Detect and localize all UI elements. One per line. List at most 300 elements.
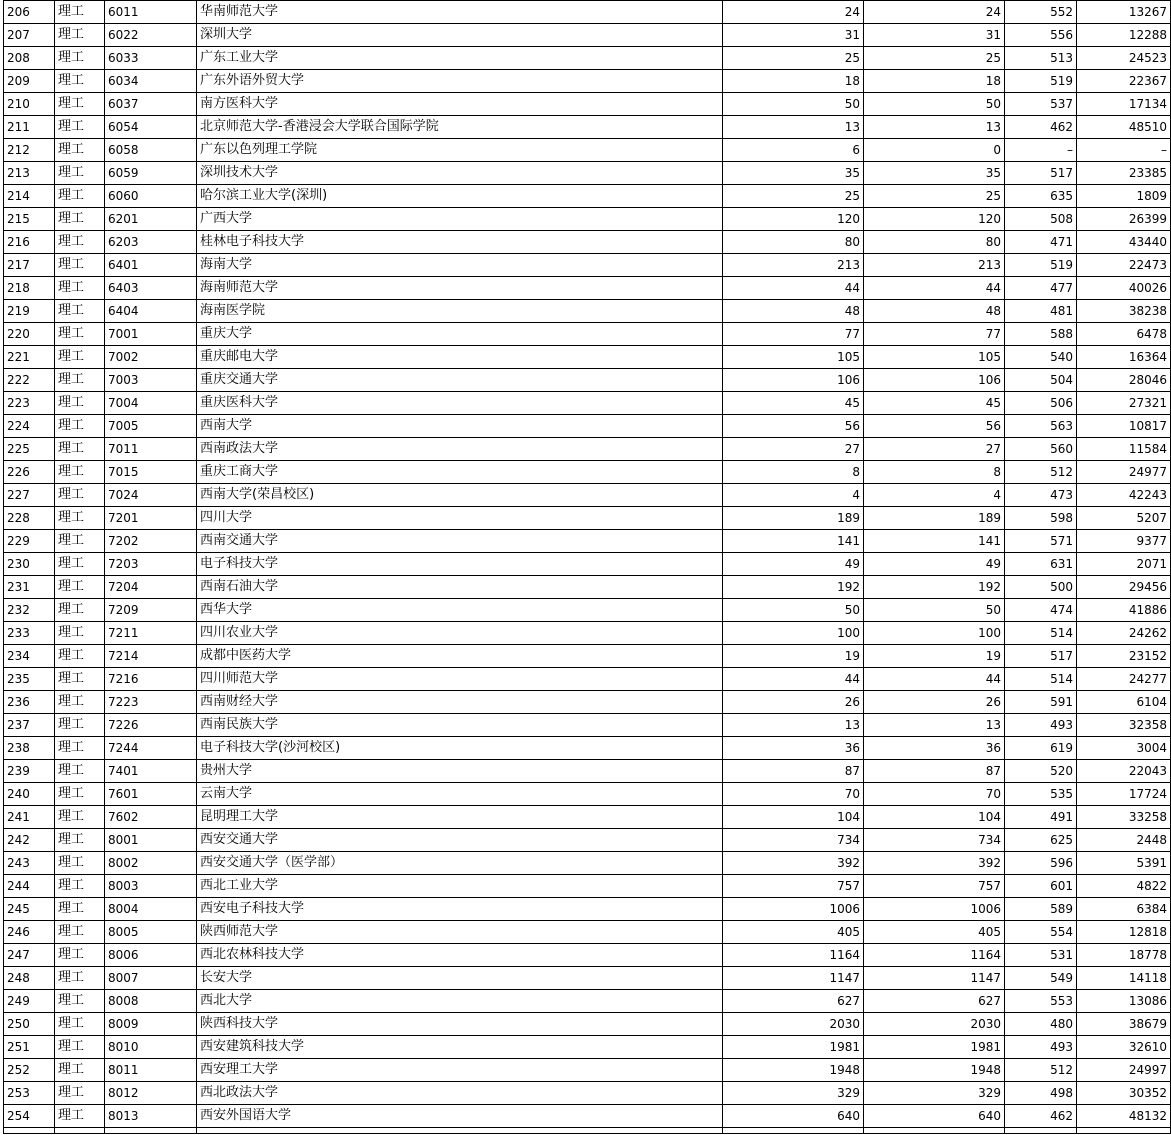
admitted-count-cell: 1981 [864,1036,1005,1059]
admitted-count-cell: 50 [864,599,1005,622]
row-number-cell: 225 [4,438,55,461]
school-code-cell: 7015 [105,461,197,484]
admitted-count-cell: 392 [864,852,1005,875]
school-code-cell: 7004 [105,392,197,415]
admitted-count-cell: 49 [864,553,1005,576]
min-rank-cell: 43440 [1077,231,1171,254]
min-score-cell: 481 [1005,300,1077,323]
category-cell: 理工 [55,300,105,323]
school-code-cell: 7201 [105,507,197,530]
min-score-cell: 589 [1005,898,1077,921]
school-name-cell: 哈尔滨工业大学(深圳) [197,185,723,208]
admitted-count-cell: 56 [864,415,1005,438]
plan-count-cell: 2030 [723,1013,864,1036]
min-score-cell: 563 [1005,415,1077,438]
school-name-cell: 西安理工大学 [197,1059,723,1082]
min-rank-cell: 13086 [1077,990,1171,1013]
category-cell: 理工 [55,415,105,438]
school-name-cell: 海南医学院 [197,300,723,323]
table-row [4,645,1171,668]
school-code-cell: 8002 [105,852,197,875]
school-name-cell: 广东以色列理工学院 [197,139,723,162]
min-rank-cell: 32610 [1077,1036,1171,1059]
school-name-cell: 西南政法大学 [197,438,723,461]
school-name-cell: 昆明理工大学 [197,806,723,829]
school-code-cell: 7601 [105,783,197,806]
row-number-cell: 206 [4,1,55,24]
table-row [4,323,1171,346]
admitted-count-cell: 2030 [864,1013,1005,1036]
min-rank-cell: 24523 [1077,47,1171,70]
plan-count-cell: 18 [723,70,864,93]
admitted-count-cell: 45 [864,392,1005,415]
row-number-cell: 214 [4,185,55,208]
table-row [4,737,1171,760]
min-score-cell: 554 [1005,921,1077,944]
category-cell: 理工 [55,139,105,162]
min-score-cell: 635 [1005,185,1077,208]
school-code-cell: 7226 [105,714,197,737]
school-name-cell: 西安外国语大学 [197,1105,723,1128]
min-rank-cell: 6384 [1077,898,1171,921]
min-rank-cell: 9377 [1077,530,1171,553]
min-score-cell: 477 [1005,277,1077,300]
min-score-cell: 598 [1005,507,1077,530]
admitted-count-cell: 77 [864,323,1005,346]
empty-cell [723,1128,864,1134]
school-code-cell: 7005 [105,415,197,438]
empty-cell [1005,1128,1077,1134]
row-number-cell: 241 [4,806,55,829]
min-score-cell: 549 [1005,967,1077,990]
min-score-cell: 462 [1005,1105,1077,1128]
plan-count-cell: 640 [723,1105,864,1128]
table-row [4,277,1171,300]
row-number-cell: 252 [4,1059,55,1082]
row-number-cell: 235 [4,668,55,691]
min-score-cell: 514 [1005,668,1077,691]
school-code-cell: 6060 [105,185,197,208]
school-name-cell: 广东外语外贸大学 [197,70,723,93]
min-rank-cell: 38238 [1077,300,1171,323]
table-row [4,369,1171,392]
row-number-cell: 217 [4,254,55,277]
admitted-count-cell: 8 [864,461,1005,484]
school-code-cell: 6034 [105,70,197,93]
school-code-cell: 8001 [105,829,197,852]
min-score-cell: 588 [1005,323,1077,346]
plan-count-cell: 36 [723,737,864,760]
school-name-cell: 深圳大学 [197,24,723,47]
table-row [4,622,1171,645]
school-name-cell: 重庆大学 [197,323,723,346]
table-row [4,1013,1171,1036]
school-code-cell: 7001 [105,323,197,346]
school-code-cell: 8004 [105,898,197,921]
admitted-count-cell: 44 [864,668,1005,691]
plan-count-cell: 50 [723,93,864,116]
plan-count-cell: 100 [723,622,864,645]
plan-count-cell: 734 [723,829,864,852]
school-code-cell: 8008 [105,990,197,1013]
plan-count-cell: 56 [723,415,864,438]
min-rank-cell: 26399 [1077,208,1171,231]
school-code-cell: 6401 [105,254,197,277]
row-number-cell: 216 [4,231,55,254]
school-name-cell: 西南大学(荣昌校区) [197,484,723,507]
category-cell: 理工 [55,70,105,93]
plan-count-cell: 44 [723,668,864,691]
category-cell: 理工 [55,277,105,300]
plan-count-cell: 8 [723,461,864,484]
admitted-count-cell: 36 [864,737,1005,760]
admitted-count-cell: 100 [864,622,1005,645]
plan-count-cell: 405 [723,921,864,944]
school-name-cell: 四川大学 [197,507,723,530]
category-cell: 理工 [55,553,105,576]
min-score-cell: 535 [1005,783,1077,806]
table-row [4,1059,1171,1082]
school-code-cell: 6033 [105,47,197,70]
table-row [4,967,1171,990]
row-number-cell: 243 [4,852,55,875]
row-number-cell: 221 [4,346,55,369]
school-code-cell: 7214 [105,645,197,668]
school-code-cell: 7223 [105,691,197,714]
admitted-count-cell: 405 [864,921,1005,944]
school-name-cell: 西北政法大学 [197,1082,723,1105]
school-code-cell: 7211 [105,622,197,645]
plan-count-cell: 77 [723,323,864,346]
min-score-cell: 514 [1005,622,1077,645]
plan-count-cell: 141 [723,530,864,553]
school-name-cell: 西北工业大学 [197,875,723,898]
table-row [4,576,1171,599]
table-row [4,254,1171,277]
row-number-cell: 209 [4,70,55,93]
row-number-cell: 229 [4,530,55,553]
table-row [4,944,1171,967]
admitted-count-cell: 0 [864,139,1005,162]
min-rank-cell: 17134 [1077,93,1171,116]
admitted-count-cell: 734 [864,829,1005,852]
row-number-cell: 233 [4,622,55,645]
table-row [4,162,1171,185]
table-row [4,507,1171,530]
min-rank-cell: 23152 [1077,645,1171,668]
min-score-cell: 512 [1005,461,1077,484]
admitted-count-cell: 70 [864,783,1005,806]
school-code-cell: 6203 [105,231,197,254]
min-rank-cell: 28046 [1077,369,1171,392]
category-cell: 理工 [55,162,105,185]
row-number-cell: 254 [4,1105,55,1128]
table-row [4,783,1171,806]
category-cell: 理工 [55,898,105,921]
plan-count-cell: 757 [723,875,864,898]
school-code-cell: 7209 [105,599,197,622]
admitted-count-cell: 189 [864,507,1005,530]
table-row [4,668,1171,691]
school-name-cell: 深圳技术大学 [197,162,723,185]
plan-count-cell: 25 [723,185,864,208]
school-code-cell: 6403 [105,277,197,300]
category-cell: 理工 [55,369,105,392]
min-rank-cell: 5207 [1077,507,1171,530]
school-code-cell: 7202 [105,530,197,553]
min-score-cell: 480 [1005,1013,1077,1036]
school-code-cell: 8010 [105,1036,197,1059]
school-name-cell: 西安交通大学（医学部） [197,852,723,875]
row-number-cell: 236 [4,691,55,714]
row-number-cell: 244 [4,875,55,898]
min-score-cell: 493 [1005,1036,1077,1059]
min-rank-cell: 22043 [1077,760,1171,783]
plan-count-cell: 45 [723,392,864,415]
plan-count-cell: 4 [723,484,864,507]
school-name-cell: 西南石油大学 [197,576,723,599]
min-rank-cell: 30352 [1077,1082,1171,1105]
min-rank-cell: 6104 [1077,691,1171,714]
min-rank-cell: 38679 [1077,1013,1171,1036]
admitted-count-cell: 24 [864,1,1005,24]
table-row [4,760,1171,783]
school-code-cell: 8003 [105,875,197,898]
school-name-cell: 成都中医药大学 [197,645,723,668]
category-cell: 理工 [55,760,105,783]
school-name-cell: 海南大学 [197,254,723,277]
row-number-cell: 231 [4,576,55,599]
plan-count-cell: 19 [723,645,864,668]
school-name-cell: 广西大学 [197,208,723,231]
category-cell: 理工 [55,185,105,208]
school-code-cell: 7024 [105,484,197,507]
min-score-cell: 520 [1005,760,1077,783]
category-cell: 理工 [55,875,105,898]
plan-count-cell: 27 [723,438,864,461]
plan-count-cell: 392 [723,852,864,875]
empty-cell [197,1128,723,1134]
table-row [4,990,1171,1013]
row-number-cell: 223 [4,392,55,415]
admitted-count-cell: 80 [864,231,1005,254]
table-row [4,806,1171,829]
plan-count-cell: 44 [723,277,864,300]
admitted-count-cell: 105 [864,346,1005,369]
admitted-count-cell: 627 [864,990,1005,1013]
min-score-cell: 517 [1005,645,1077,668]
row-number-cell: 222 [4,369,55,392]
table-row [4,921,1171,944]
empty-cell [55,1128,105,1134]
school-name-cell: 四川农业大学 [197,622,723,645]
row-number-cell: 248 [4,967,55,990]
school-name-cell: 海南师范大学 [197,277,723,300]
category-cell: 理工 [55,484,105,507]
table-row [4,392,1171,415]
row-number-cell: 250 [4,1013,55,1036]
admitted-count-cell: 1948 [864,1059,1005,1082]
table-body [4,1,1171,1134]
plan-count-cell: 24 [723,1,864,24]
min-score-cell: 504 [1005,369,1077,392]
empty-cell [105,1128,197,1134]
category-cell: 理工 [55,346,105,369]
admitted-count-cell: 104 [864,806,1005,829]
row-number-cell: 238 [4,737,55,760]
school-name-cell: 重庆邮电大学 [197,346,723,369]
row-number-cell: 211 [4,116,55,139]
category-cell: 理工 [55,967,105,990]
min-rank-cell: 11584 [1077,438,1171,461]
admitted-count-cell: 87 [864,760,1005,783]
admitted-count-cell: 18 [864,70,1005,93]
school-code-cell: 6404 [105,300,197,323]
category-cell: 理工 [55,93,105,116]
min-rank-cell: 3004 [1077,737,1171,760]
table-row [4,346,1171,369]
min-score-cell: 508 [1005,208,1077,231]
plan-count-cell: 48 [723,300,864,323]
school-code-cell: 7204 [105,576,197,599]
plan-count-cell: 627 [723,990,864,1013]
category-cell: 理工 [55,921,105,944]
school-code-cell: 7401 [105,760,197,783]
row-number-cell: 219 [4,300,55,323]
min-rank-cell: 24997 [1077,1059,1171,1082]
plan-count-cell: 106 [723,369,864,392]
school-code-cell: 6037 [105,93,197,116]
min-rank-cell: 1809 [1077,185,1171,208]
table-row [4,530,1171,553]
category-cell: 理工 [55,714,105,737]
row-number-cell: 251 [4,1036,55,1059]
admitted-count-cell: 25 [864,47,1005,70]
school-name-cell: 南方医科大学 [197,93,723,116]
school-name-cell: 重庆工商大学 [197,461,723,484]
plan-count-cell: 50 [723,599,864,622]
empty-cell [1077,1128,1171,1134]
min-rank-cell: 2071 [1077,553,1171,576]
school-code-cell: 6201 [105,208,197,231]
school-name-cell: 西华大学 [197,599,723,622]
row-number-cell: 207 [4,24,55,47]
min-rank-cell: 17724 [1077,783,1171,806]
min-rank-cell: 5391 [1077,852,1171,875]
school-name-cell: 华南师范大学 [197,1,723,24]
plan-count-cell: 13 [723,116,864,139]
min-score-cell: 512 [1005,1059,1077,1082]
school-code-cell: 6059 [105,162,197,185]
category-cell: 理工 [55,1013,105,1036]
min-rank-cell: 48132 [1077,1105,1171,1128]
table-row [4,852,1171,875]
admitted-count-cell: 4 [864,484,1005,507]
school-code-cell: 7244 [105,737,197,760]
row-number-cell: 230 [4,553,55,576]
min-score-cell: – [1005,139,1077,162]
school-code-cell: 7216 [105,668,197,691]
admitted-count-cell: 35 [864,162,1005,185]
table-row [4,1036,1171,1059]
row-number-cell: 227 [4,484,55,507]
min-rank-cell: 4822 [1077,875,1171,898]
min-score-cell: 631 [1005,553,1077,576]
admission-table [3,0,1171,1134]
table-row [4,553,1171,576]
category-cell: 理工 [55,208,105,231]
school-code-cell: 8005 [105,921,197,944]
row-number-cell: 237 [4,714,55,737]
admitted-count-cell: 27 [864,438,1005,461]
category-cell: 理工 [55,806,105,829]
school-name-cell: 北京师范大学-香港浸会大学联合国际学院 [197,116,723,139]
school-code-cell: 7003 [105,369,197,392]
school-name-cell: 重庆交通大学 [197,369,723,392]
category-cell: 理工 [55,783,105,806]
plan-count-cell: 26 [723,691,864,714]
school-code-cell: 8012 [105,1082,197,1105]
admitted-count-cell: 44 [864,277,1005,300]
category-cell: 理工 [55,668,105,691]
school-code-cell: 6058 [105,139,197,162]
min-rank-cell: 16364 [1077,346,1171,369]
plan-count-cell: 213 [723,254,864,277]
category-cell: 理工 [55,737,105,760]
table-row [4,185,1171,208]
plan-count-cell: 25 [723,47,864,70]
category-cell: 理工 [55,1105,105,1128]
min-score-cell: 493 [1005,714,1077,737]
school-name-cell: 西安电子科技大学 [197,898,723,921]
plan-count-cell: 13 [723,714,864,737]
min-score-cell: 625 [1005,829,1077,852]
min-rank-cell: 10817 [1077,415,1171,438]
admitted-count-cell: 1164 [864,944,1005,967]
admitted-count-cell: 50 [864,93,1005,116]
admitted-count-cell: 120 [864,208,1005,231]
category-cell: 理工 [55,691,105,714]
school-name-cell: 西南大学 [197,415,723,438]
min-rank-cell: 41886 [1077,599,1171,622]
category-cell: 理工 [55,47,105,70]
admitted-count-cell: 31 [864,24,1005,47]
school-name-cell: 西南财经大学 [197,691,723,714]
min-rank-cell: 27321 [1077,392,1171,415]
row-number-cell: 234 [4,645,55,668]
min-rank-cell: 2448 [1077,829,1171,852]
min-score-cell: 556 [1005,24,1077,47]
category-cell: 理工 [55,599,105,622]
min-rank-cell: 22473 [1077,254,1171,277]
category-cell: 理工 [55,116,105,139]
min-rank-cell: 24277 [1077,668,1171,691]
min-rank-cell: 14118 [1077,967,1171,990]
school-name-cell: 云南大学 [197,783,723,806]
table-row [4,208,1171,231]
table-row [4,415,1171,438]
empty-cell [864,1128,1005,1134]
min-score-cell: 474 [1005,599,1077,622]
table-row-partial [4,1128,1171,1134]
school-name-cell: 电子科技大学(沙河校区) [197,737,723,760]
row-number-cell: 232 [4,599,55,622]
category-cell: 理工 [55,254,105,277]
min-score-cell: 513 [1005,47,1077,70]
row-number-cell: 245 [4,898,55,921]
plan-count-cell: 1948 [723,1059,864,1082]
school-name-cell: 陕西科技大学 [197,1013,723,1036]
